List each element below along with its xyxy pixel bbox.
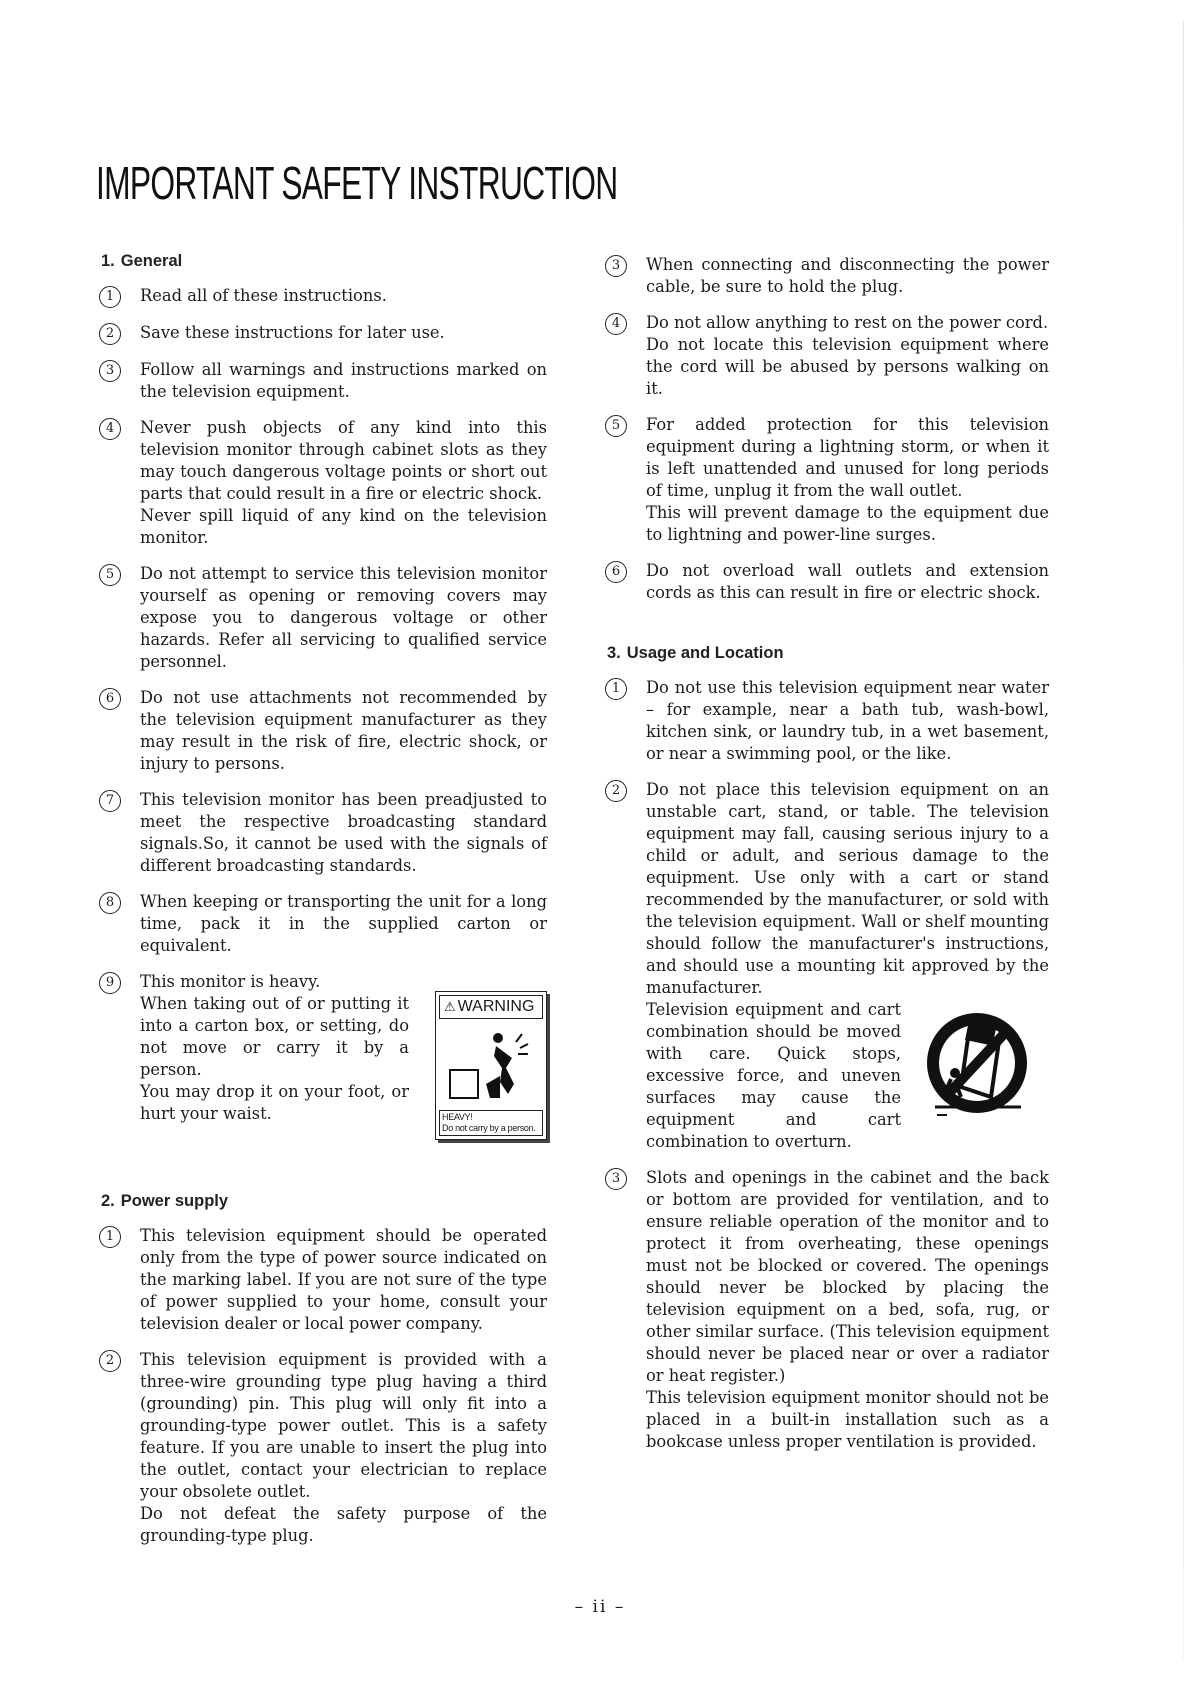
- page-title: IMPORTANT SAFETY INSTRUCTION: [96, 157, 618, 209]
- circled-number: 1: [99, 286, 121, 308]
- circled-number: 1: [605, 678, 627, 700]
- circled-number: 3: [605, 1168, 627, 1190]
- scan-edge: [1183, 20, 1184, 1660]
- list-item: 1 This television equipment should be operated only from the type of power source indicated on the marking label. If you are not sure of the type of power supplied to your home, consult your television dealer or local power company.: [101, 1225, 547, 1335]
- list-item: 3 When connecting and disconnecting the power cable, be sure to hold the plug.: [607, 254, 1049, 298]
- circled-number: 3: [605, 255, 627, 277]
- person-lifting-icon: [446, 1024, 538, 1106]
- circled-number: 7: [99, 790, 121, 812]
- list-item: 4 Do not allow anything to rest on the power cord. Do not locate this television equipment where the cord will be abused by persons walking on it.: [607, 312, 1049, 400]
- section-general-heading: 1. General: [101, 252, 183, 270]
- warning-triangle-icon: ⚠: [444, 999, 456, 1014]
- list-item: 4 Never push objects of any kind into this television monitor through cabinet slots as they may touch dangerous voltage points or short out parts that could result in a fire or electric shock. Never spill liquid of any kind on the television monitor.: [101, 417, 547, 549]
- circled-number: 9: [99, 972, 121, 994]
- circled-number: 3: [99, 360, 121, 382]
- section-usage-location-heading: 3. Usage and Location: [607, 644, 784, 662]
- circled-number: 4: [605, 313, 627, 335]
- list-item: 2 Save these instructions for later use.: [101, 322, 547, 345]
- heavy-warning-label: ⚠ WARNING HEAVY! Do not carry by a person.: [435, 991, 547, 1140]
- circled-number: 2: [605, 780, 627, 802]
- list-item: 2 This television equipment is provided with a three-wire grounding type plug having a third (grounding) pin. This plug will only fit into a grounding-type power outlet. This is a safety feature. If you are unable to insert the plug into the outlet, contact your electrician to replace your obsolete outlet. Do not defeat the safety purpose of the grounding-type plug.: [101, 1349, 547, 1547]
- list-item: 7 This television monitor has been preadjusted to meet the respective broadcasting standard signals.So, it cannot be used with the signals of different broadcasting standards.: [101, 789, 547, 877]
- circled-number: 5: [605, 415, 627, 437]
- circled-number: 1: [99, 1226, 121, 1248]
- list-item: 6 Do not overload wall outlets and extension cords as this can result in fire or electric shock.: [607, 560, 1049, 604]
- list-item: 3 Follow all warnings and instructions marked on the television equipment.: [101, 359, 547, 403]
- right-column: [607, 254, 1049, 1467]
- circled-number: 2: [99, 323, 121, 345]
- list-item: 6 Do not use attachments not recommended by the television equipment manufacturer as they may result in the risk of fire, electric shock, or injury to persons.: [101, 687, 547, 775]
- list-item: 8 When keeping or transporting the unit for a long time, pack it in the supplied carton or equivalent.: [101, 891, 547, 957]
- circled-number: 2: [99, 1350, 121, 1372]
- list-item: 2 Do not place this television equipment on an unstable cart, stand, or table. The television equipment may fall, causing serious injury to a child or adult, and serious damage to the equipment. Use only with a cart or stand recommended by the manufacturer, or sold with the television equipment. Wall or shelf mounting should follow the manufacturer's instructions, and should use a mounting kit approved by the manufacturer. Television equipment and cart combination should be moved with care. Quick stops, excessive force, and uneven surfaces may cause the equipment and cart combination to overturn.: [607, 779, 1049, 1153]
- cart-tip-over-warning-icon: [921, 1011, 1033, 1123]
- circled-number: 8: [99, 892, 121, 914]
- list-item: 1 Do not use this television equipment near water – for example, near a bath tub, wash-bowl, kitchen sink, or laundry tub, in a wet basement, or near a swimming pool, or the like.: [607, 677, 1049, 765]
- list-item: 9 ⚠ WARNING HEAVY! Do not carry by a person. This monitor is heavy. When taking out of or putting it into a carton box, or setting, do not move or carry it by a person. You may drop it on your foot, or hurt your waist.: [101, 971, 547, 1144]
- page-number: – ii –: [574, 1597, 626, 1617]
- list-item: 5 Do not attempt to service this television monitor yourself as opening or removing covers may expose you to dangerous voltage or other hazards. Refer all servicing to qualified service personnel.: [101, 563, 547, 673]
- left-column: [101, 252, 547, 1561]
- list-item: 1 Read all of these instructions.: [101, 285, 547, 308]
- circled-number: 5: [99, 564, 121, 586]
- circled-number: 6: [99, 688, 121, 710]
- list-item: 5 For added protection for this television equipment during a lightning storm, or when it is left unattended and unused for long periods of time, unplug it from the wall outlet. This will prevent damage to the equipment due to lightning and power-line surges.: [607, 414, 1049, 546]
- circled-number: 6: [605, 561, 627, 583]
- circled-number: 4: [99, 418, 121, 440]
- list-item: 3 Slots and openings in the cabinet and the back or bottom are provided for ventilation, and to ensure reliable operation of the monitor and to protect it from overheating, these openings must not be blocked or covered. The openings should never be blocked by placing the television equipment on a bed, sofa, rug, or other similar surface. (This television equipment should never be placed near or over a radiator or heat register.) This television equipment monitor should not be placed in a built-in installation such as a bookcase unless proper ventilation is provided.: [607, 1167, 1049, 1453]
- section-power-supply-heading: 2. Power supply: [101, 1192, 229, 1210]
